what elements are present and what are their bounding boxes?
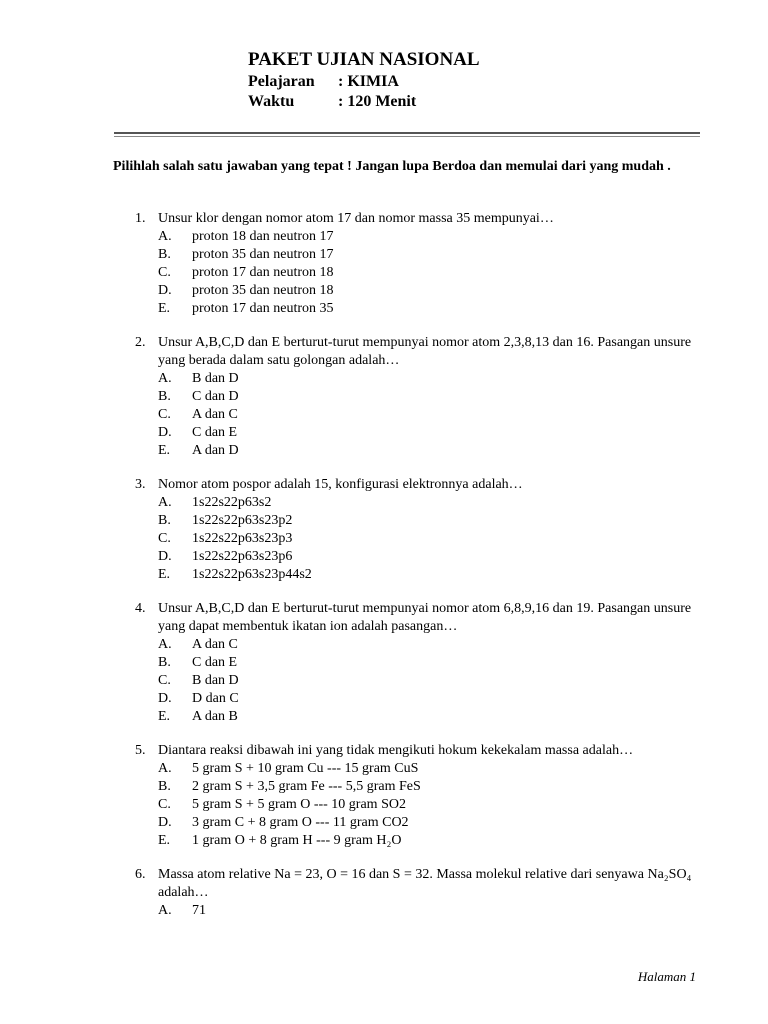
option-letter: E. [158,567,171,582]
answer-option [158,282,700,300]
option-letter: A. [158,371,172,386]
option-letter: C. [158,797,171,812]
question-5 [135,742,700,850]
question-stem [135,866,700,902]
answer-option [158,442,700,460]
option-text: A dan C [192,637,238,652]
option-letter: D. [158,283,172,298]
answer-option [158,832,700,850]
option-letter: A. [158,229,172,244]
answer-option [158,708,700,726]
option-letter: B. [158,247,171,262]
option-text: A dan D [192,443,239,458]
option-text: 5 gram S + 5 gram O --- 10 gram SO2 [192,797,406,812]
question-number: 5. [135,743,146,758]
option-letter: D. [158,691,172,706]
option-text: C dan D [192,389,239,404]
subject-value: : KIMIA [338,73,399,90]
answer-option [158,760,700,778]
answer-option [158,228,700,246]
option-letter: C. [158,407,171,422]
answer-option [158,406,700,424]
option-letter: B. [158,389,171,404]
option-letter: A. [158,637,172,652]
option-letter: A. [158,761,172,776]
option-letter: D. [158,549,172,564]
option-letter: D. [158,815,172,830]
page-number: Halaman 1 [637,969,696,984]
option-text: 1s22s22p63s2 [192,495,272,510]
question-stem [135,742,700,760]
answer-option [158,388,700,406]
answer-option [158,796,700,814]
question-4 [135,600,700,726]
answer-option [158,548,700,566]
option-letter: B. [158,655,171,670]
option-text: B dan D [192,371,239,386]
option-text: proton 35 dan neutron 17 [192,247,334,262]
answer-option [158,264,700,282]
time-value: : 120 Menit [338,93,417,110]
answer-option [158,566,700,584]
option-letter: E. [158,709,171,724]
option-text: proton 17 dan neutron 35 [192,301,334,316]
option-letter: B. [158,779,171,794]
option-letter: B. [158,513,171,528]
answer-option [158,494,700,512]
option-text: C dan E [192,655,238,670]
option-text: A dan B [192,709,238,724]
question-3 [135,476,700,584]
question-1 [135,210,700,318]
option-letter: D. [158,425,172,440]
header-divider-top [114,132,700,134]
answer-option [158,814,700,832]
question-stem [135,600,700,636]
answer-option [158,654,700,672]
option-text: 71 [192,903,206,918]
option-letter: C. [158,265,171,280]
option-text: 1s22s22p63s23p6 [192,549,293,564]
question-number: 6. [135,867,146,882]
option-letter: C. [158,531,171,546]
header-divider-bottom [114,136,700,137]
answer-option [158,778,700,796]
question-text: Unsur klor dengan nomor atom 17 dan nomor massa 35 mempunyai… [158,211,554,226]
answer-option [158,530,700,548]
option-letter: A. [158,903,172,918]
option-text: 1 gram O + 8 gram H --- 9 gram H₂O [192,833,402,848]
question-number: 4. [135,601,146,616]
question-2 [135,334,700,460]
option-text: 1s22s22p63s23p44s2 [192,567,312,582]
exam-title: PAKET UJIAN NASIONAL [248,49,480,70]
answer-option [158,246,700,264]
question-text: Unsur A,B,C,D dan E berturut-turut mempunyai nomor atom 6,8,9,16 dan 19. Pasangan unsure yang dapat membentuk ikatan ion adalah pasangan… [158,601,692,634]
subject-label: Pelajaran [248,73,315,90]
option-letter: C. [158,673,171,688]
option-text: proton 18 dan neutron 17 [192,229,334,244]
question-stem [135,476,700,494]
exam-header [248,48,480,112]
option-text: proton 35 dan neutron 18 [192,283,334,298]
header-row-time [248,92,480,112]
answer-option [158,300,700,318]
answer-option [158,424,700,442]
option-text: 5 gram S + 10 gram Cu --- 15 gram CuS [192,761,419,776]
option-text: 1s22s22p63s23p2 [192,513,293,528]
question-text: Unsur A,B,C,D dan E berturut-turut mempunyai nomor atom 2,3,8,13 dan 16. Pasangan unsure yang berada dalam satu golongan adalah… [158,335,692,368]
time-label: Waktu [248,93,295,110]
option-text: D dan C [192,691,239,706]
option-letter: A. [158,495,172,510]
answer-option [158,672,700,690]
question-number: 2. [135,335,146,350]
header-row-subject [248,72,480,92]
option-text: 1s22s22p63s23p3 [192,531,293,546]
option-text: A dan C [192,407,238,422]
answer-option [158,690,700,708]
question-6 [135,866,700,920]
answer-option [158,512,700,530]
question-text: Nomor atom pospor adalah 15, konfigurasi elektronnya adalah… [158,477,523,492]
option-letter: E. [158,443,171,458]
answer-option [158,902,700,920]
question-number: 3. [135,477,146,492]
question-list [135,210,700,936]
question-number: 1. [135,211,146,226]
question-text: Massa atom relative Na = 23, O = 16 dan S = 32. Massa molekul relative dari senyawa Na₂SO₄ adalah… [158,867,692,900]
question-text: Diantara reaksi dibawah ini yang tidak mengikuti hokum kekekalam massa adalah… [158,743,634,758]
option-letter: E. [158,301,171,316]
option-text: 2 gram S + 3,5 gram Fe --- 5,5 gram FeS [192,779,421,794]
option-text: proton 17 dan neutron 18 [192,265,334,280]
option-text: C dan E [192,425,238,440]
question-stem [135,210,700,228]
option-text: 3 gram C + 8 gram O --- 11 gram CO2 [192,815,409,830]
option-letter: E. [158,833,171,848]
question-stem [135,334,700,370]
answer-option [158,370,700,388]
instructions: Pilihlah salah satu jawaban yang tepat ! Jangan lupa Berdoa dan memulai dari yang mudah . [113,159,671,174]
answer-option [158,636,700,654]
option-text: B dan D [192,673,239,688]
